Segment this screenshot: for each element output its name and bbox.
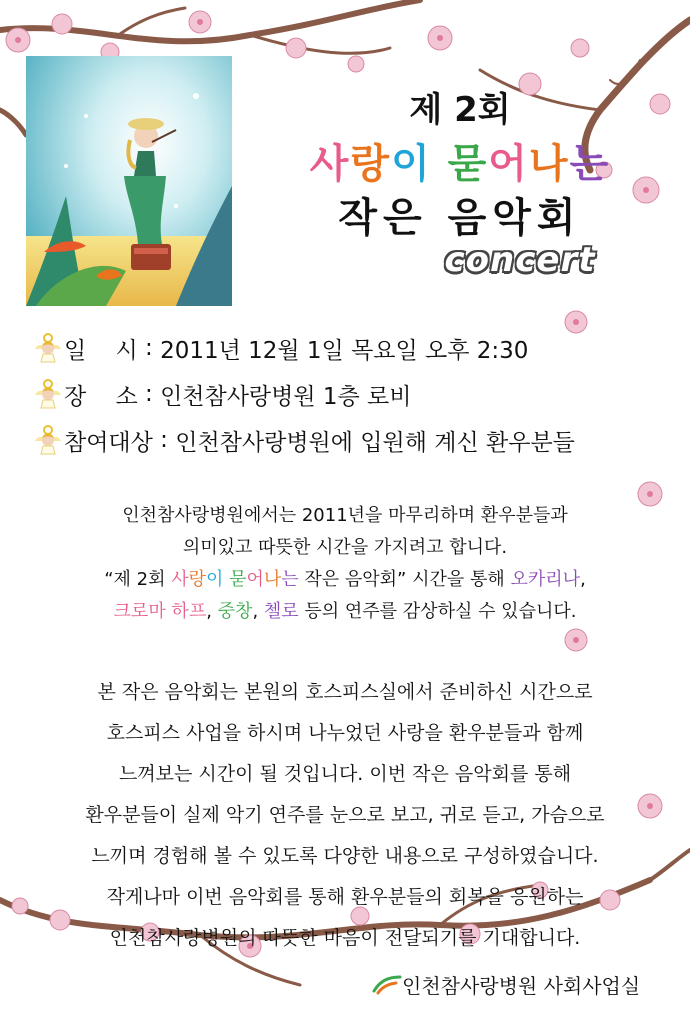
title-char: 나 <box>528 141 570 187</box>
title-char: 는 <box>569 141 611 187</box>
title-small-concert: 작은 음악회 <box>338 195 582 241</box>
text-span: 어 <box>246 569 264 590</box>
title-love-overflowing <box>250 132 670 189</box>
paragraph-line: 느껴보는 시간이 될 것입니다. 이번 작은 음악회를 통해 <box>118 763 572 785</box>
girl-with-flute-illustration <box>26 56 232 306</box>
title-char: 사 <box>309 141 351 187</box>
instrument-chorus: 중창 <box>217 601 253 622</box>
info-separator: : <box>152 427 176 453</box>
paragraph-line: 호스피스 사업을 하시며 나누었던 사랑을 환우분들과 함께 <box>106 722 584 744</box>
info-value: 인천참사랑병원 1층 로비 <box>160 383 412 410</box>
angel-icon <box>32 379 64 409</box>
info-row-audience <box>32 422 672 458</box>
text-span: 는 <box>281 569 299 590</box>
angel-icon <box>32 333 64 363</box>
info-label: 일 시 <box>64 337 138 364</box>
paragraph-line: 본 작은 음악회는 본원의 호스피스실에서 준비하신 시간으로 <box>97 681 593 703</box>
title-char: 묻 <box>447 141 489 187</box>
info-label: 장 소 <box>64 383 138 410</box>
text-span: “제 2회 <box>104 569 172 590</box>
text-span: 이 <box>205 569 230 590</box>
intro-paragraph <box>0 500 690 628</box>
text-span: 작은 음악회” 시간을 통해 <box>298 569 511 590</box>
info-separator: : <box>137 335 161 361</box>
info-label: 참여대상 <box>64 429 153 456</box>
title-char: 랑 <box>350 141 392 187</box>
instrument-cello: 첼로 <box>263 601 299 622</box>
text-span: , <box>206 601 218 622</box>
instrument-ocarina: 오카리나 <box>510 569 581 590</box>
text-span: 나 <box>263 569 282 590</box>
title-concert-english: concert <box>444 240 596 280</box>
paragraph-line <box>0 596 690 628</box>
text-span: 랑 <box>188 569 206 590</box>
text-span: , <box>252 601 264 622</box>
paragraph-line: 작게나마 이번 음악회를 통해 환우분들의 회복을 응원하는 <box>106 886 584 908</box>
title-edition: 제 2회 <box>409 90 511 130</box>
angel-icon <box>32 425 64 455</box>
paragraph-line: 의미있고 따뜻한 시간을 가지려고 합니다. <box>182 537 508 558</box>
paragraph-line: 인천참사랑병원의 따뜻한 마음이 전달되기를 기대합니다. <box>109 927 581 949</box>
title-char: 이 <box>391 141 448 187</box>
info-value: 2011년 12월 1일 목요일 오후 2:30 <box>160 337 529 364</box>
text-span: , <box>580 569 586 590</box>
info-value: 인천참사랑병원에 입원해 계신 환우분들 <box>175 429 575 456</box>
text-span: 등의 연주를 감상하실 수 있습니다. <box>298 601 577 622</box>
details-paragraph <box>0 672 690 959</box>
instrument-chroma-harp: 크로마 하프 <box>113 601 207 622</box>
paragraph-line <box>0 564 690 596</box>
paragraph-line: 환우분들이 실제 악기 연주를 눈으로 보고, 귀로 듣고, 가슴으로 <box>85 804 605 826</box>
info-row-location <box>32 376 672 412</box>
info-row-datetime <box>32 330 672 366</box>
title-char: 어 <box>488 141 529 187</box>
info-separator: : <box>137 381 161 407</box>
text-span: 사 <box>171 569 189 590</box>
footer-text: 인천참사랑병원 사회사업실 <box>402 974 641 998</box>
footer-organization <box>372 970 682 999</box>
paragraph-line: 느끼며 경험해 볼 수 있도록 다양한 내용으로 구성하였습니다. <box>91 845 599 867</box>
text-span: 묻 <box>229 569 247 590</box>
hospital-logo-icon <box>372 973 402 997</box>
paragraph-line: 인천참사랑병원에서는 2011년을 마무리하며 환우분들과 <box>122 505 568 526</box>
